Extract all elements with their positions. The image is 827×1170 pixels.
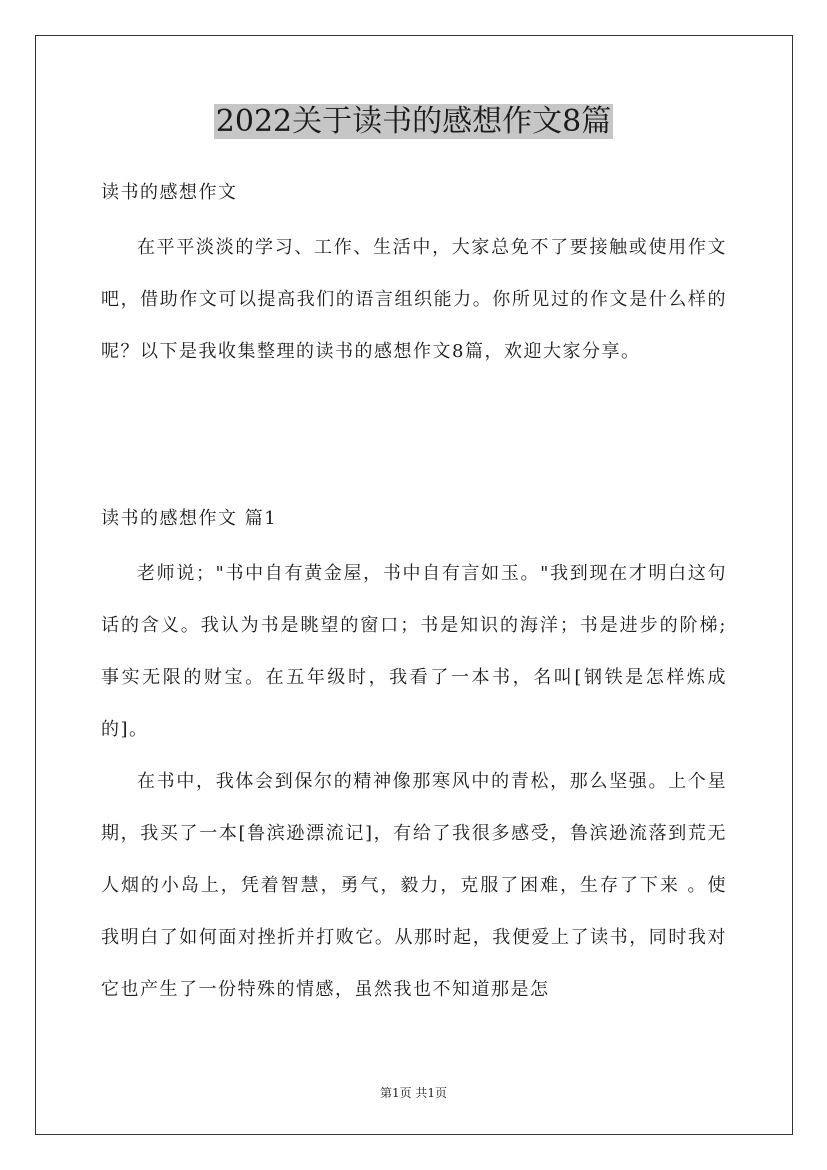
section-one-body bbox=[101, 548, 727, 1016]
page-footer bbox=[0, 1084, 827, 1102]
intro-body bbox=[101, 222, 727, 378]
paragraph: 在书中，我体会到保尔的精神像那寒风中的青松，那么坚强。上个星期，我买了一本[鲁滨逊漂流记]，有给了我很多感受，鲁滨逊流落到荒无人烟的小岛上，凭着智慧，勇气，毅力，克服了困难，生存了下来 。使我明白了如何面对挫折并打败它。从那时起，我便爱上了读书，同时我对它也产生了一份特殊的情感，虽然我也不知道那是怎 bbox=[101, 771, 727, 1000]
page-number: 第1页 共1页 bbox=[379, 1086, 448, 1100]
paragraph: 老师说；"书中自有黄金屋，书中自有言如玉。"我到现在才明白这句话的含义。我认为书是眺望的窗口；书是知识的海洋；书是进步的阶梯;事实无限的财宝。在五年级时，我看了一本书，名叫[钢铁是怎样炼成的]。 bbox=[101, 563, 727, 740]
document-title-text: 2022关于读书的感想作文8篇 bbox=[215, 104, 612, 139]
intro-heading: 读书的感想作文 bbox=[101, 182, 238, 203]
document-title bbox=[0, 100, 827, 144]
intro-section bbox=[101, 180, 727, 206]
section-one bbox=[101, 506, 727, 532]
section-heading: 读书的感想作文 篇1 bbox=[101, 508, 278, 529]
intro-paragraph: 在平平淡淡的学习、工作、生活中，大家总免不了要接触或使用作文吧，借助作文可以提高我们的语言组织能力。你所见过的作文是什么样的呢？以下是我收集整理的读书的感想作文8篇，欢迎大家分享。 bbox=[101, 237, 727, 362]
